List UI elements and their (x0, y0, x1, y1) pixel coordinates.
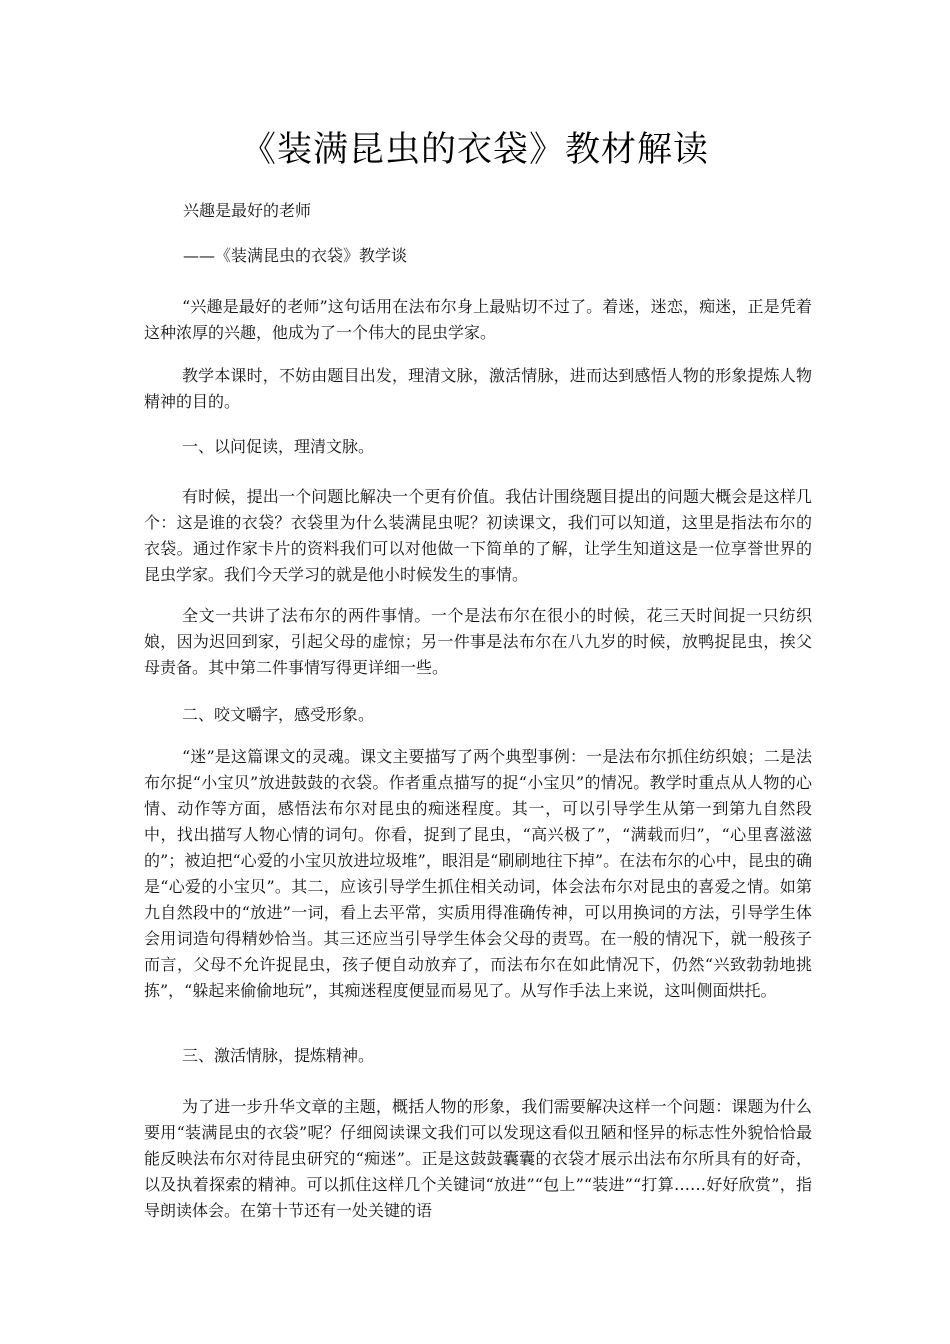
paragraph-2: 教学本课时，不妨由题目出发，理清文脉，激活情脉，进而达到感悟人物的形象提炼人物精神的目的。 (144, 366, 812, 411)
paragraph-1: “兴趣是最好的老师”这句话用在法布尔身上最贴切不过了。着迷，迷恋，痴迷，正是凭着这种浓厚的兴趣，他成为了一个伟大的昆虫学家。 (144, 297, 812, 342)
paragraph-3: 有时候，提出一个问题比解决一个更有价值。我估计围绕题目提出的问题大概会是这样几个：这是谁的衣袋？衣袋里为什么装满昆虫呢？初读课文，我们可以知道，这里是指法布尔的衣袋。通过作家卡片的资料我们可以对他做一下简单的了解，让学生知道这是一位享誉世界的昆虫学家。我们今天学习的就是他小时候发生的事情。 (144, 487, 812, 584)
section-heading-3: 三、激活情脉，提炼精神。 (182, 1046, 375, 1065)
paragraph-5: “迷”是这篇课文的灵魂。课文主要描写了两个典型事例：一是法布尔抓住纺织娘；二是法布尔捉“小宝贝”放进鼓鼓的衣袋。作者重点描写的捉“小宝贝”的情况。教学时重点从人物的心情、动作等方面，感悟法布尔对昆虫的痴迷程度。其一，可以引导学生从第一到第九自然段中，找出描写人物心情的词句。你看，捉到了昆虫，“高兴极了”，“满载而归”，“心里喜滋滋的”；被迫把“心爱的小宝贝放进垃圾堆”，眼泪是“刷刷地往下掉”。在法布尔的心中，昆虫的确是“心爱的小宝贝”。其二，应该引导学生抓住相关动词，体会法布尔对昆虫的喜爱之情。如第九自然段中的“放进”一词，看上去平常，实质用得准确传神，可以用换词的方法，引导学生体会用词造句得精妙恰当。其三还应当引导学生体会父母的责骂。在一般的情况下，就一般孩子而言，父母不允许捉昆虫，孩子便自动放弃了，而法布尔在如此情况下，仍然“兴致勃勃地挑拣”，“躲起来偷偷地玩”，其痴迷程度便显而易见了。从写作手法上来说，这叫侧面烘托。 (144, 747, 812, 1000)
section-heading-2: 二、咬文嚼字，感受形象。 (182, 705, 375, 724)
subtitle-source: ——《装满昆虫的衣袋》教学谈 (183, 246, 408, 265)
section-heading-1: 一、以问促读，理清文脉。 (182, 437, 375, 456)
paragraph-6: 为了进一步升华文章的主题，概括人物的形象，我们需要解决这样一个问题：课题为什么要用“装满昆虫的衣袋”呢？仔细阅读课文我们可以发现这看似丑陋和怪异的标志性外貌恰恰最能反映法布尔对待昆虫研究的“痴迷”。正是这鼓鼓囊囊的衣袋才展示出法布尔所具有的好奇，以及执着探索的精神。可以抓住这样几个关键词“放进”“包上”“装进”“打算……好好欣赏”，指导朗读体会。在第十节还有一处关键的语 (144, 1097, 812, 1220)
document-title: 《装满昆虫的衣袋》教材解读 (240, 130, 709, 170)
paragraph-4: 全文一共讲了法布尔的两件事情。一个是法布尔在很小的时候，花三天时间捉一只纺织娘，因为迟回到家，引起父母的虚惊；另一件事是法布尔在八九岁的时候，放鸭捉昆虫，挨父母责备。其中第二件事情写得更详细一些。 (144, 606, 812, 677)
subtitle: 兴趣是最好的老师 (183, 201, 312, 220)
